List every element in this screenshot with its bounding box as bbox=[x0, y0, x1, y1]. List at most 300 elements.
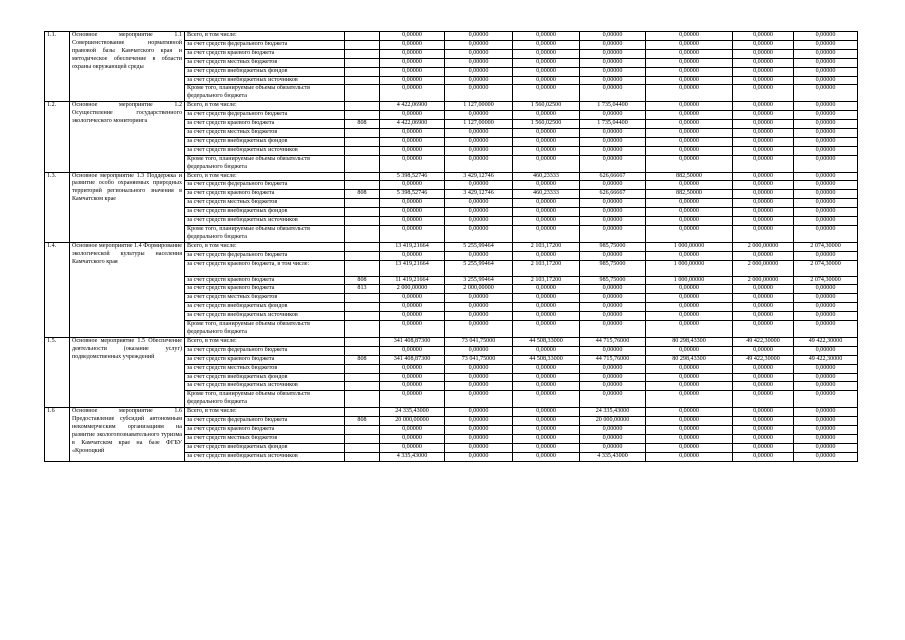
budget-code bbox=[345, 217, 380, 226]
year-amount: 0,00000 bbox=[646, 382, 733, 391]
table-row bbox=[45, 408, 858, 417]
year-amount: 0,00000 bbox=[733, 452, 794, 461]
budget-code bbox=[345, 391, 380, 408]
year-amount: 0,00000 bbox=[513, 225, 580, 242]
year-amount: 5 255,99464 bbox=[445, 242, 513, 251]
activity-number: 1.1. bbox=[45, 32, 70, 102]
funding-source: за счет средств федерального бюджета bbox=[185, 346, 345, 355]
funding-source: за счет средств краевого бюджета, в том числе: bbox=[185, 260, 345, 276]
year-amount: 0,00000 bbox=[513, 67, 580, 76]
funding-source: Всего, в том числе: bbox=[185, 337, 345, 346]
year-amount: 1 735,04400 bbox=[580, 120, 646, 129]
year-amount: 49 422,30000 bbox=[733, 337, 794, 346]
year-amount: 73 041,75000 bbox=[445, 337, 513, 346]
year-amount: 1 560,02500 bbox=[513, 120, 580, 129]
year-amount: 0,00000 bbox=[646, 217, 733, 226]
year-amount: 0,00000 bbox=[733, 67, 794, 76]
activity-title: Основное мероприятие 1.3 Поддержка и развитие особо охраняемых природных территорий регионального значения в Камчатском крае bbox=[70, 172, 185, 242]
year-amount: 0,00000 bbox=[513, 408, 580, 417]
funding-source: за счет средств внебюджетных фондов bbox=[185, 303, 345, 312]
year-amount: 0,00000 bbox=[794, 408, 858, 417]
budget-code bbox=[345, 181, 380, 190]
year-amount: 0,00000 bbox=[580, 382, 646, 391]
year-amount: 24 335,43000 bbox=[580, 408, 646, 417]
year-amount: 0,00000 bbox=[794, 346, 858, 355]
year-amount: 0,00000 bbox=[580, 85, 646, 102]
budget-code: 813 bbox=[345, 285, 380, 294]
year-amount: 460,23333 bbox=[513, 172, 580, 181]
total-amount: 341 408,87300 bbox=[380, 355, 445, 364]
year-amount: 0,00000 bbox=[445, 137, 513, 146]
year-amount: 0,00000 bbox=[733, 190, 794, 199]
year-amount: 0,00000 bbox=[733, 391, 794, 408]
budget-code bbox=[345, 155, 380, 172]
budget-code bbox=[345, 76, 380, 85]
year-amount: 0,00000 bbox=[733, 146, 794, 155]
total-amount: 0,00000 bbox=[380, 181, 445, 190]
year-amount: 0,00000 bbox=[733, 172, 794, 181]
year-amount: 1 000,00000 bbox=[646, 242, 733, 251]
year-amount: 0,00000 bbox=[445, 155, 513, 172]
budget-code bbox=[345, 128, 380, 137]
year-amount: 0,00000 bbox=[646, 373, 733, 382]
year-amount: 49 422,30000 bbox=[794, 337, 858, 346]
year-amount: 0,00000 bbox=[733, 382, 794, 391]
year-amount: 0,00000 bbox=[445, 373, 513, 382]
funding-source: Кроме того, планируемые объемы обязательств федерального бюджета bbox=[185, 225, 345, 242]
total-amount: 0,00000 bbox=[380, 303, 445, 312]
total-amount: 0,00000 bbox=[380, 373, 445, 382]
total-amount: 5 398,52746 bbox=[380, 190, 445, 199]
year-amount: 0,00000 bbox=[794, 199, 858, 208]
year-amount: 0,00000 bbox=[794, 85, 858, 102]
total-amount: 0,00000 bbox=[380, 364, 445, 373]
year-amount: 0,00000 bbox=[646, 49, 733, 58]
year-amount: 0,00000 bbox=[445, 181, 513, 190]
year-amount: 0,00000 bbox=[646, 67, 733, 76]
year-amount: 0,00000 bbox=[445, 417, 513, 426]
total-amount: 0,00000 bbox=[380, 58, 445, 67]
year-amount: 0,00000 bbox=[580, 181, 646, 190]
table-row bbox=[45, 337, 858, 346]
table-row bbox=[45, 32, 858, 41]
year-amount: 0,00000 bbox=[580, 146, 646, 155]
year-amount: 0,00000 bbox=[445, 217, 513, 226]
activity-number: 1.3. bbox=[45, 172, 70, 242]
year-amount: 80 298,43300 bbox=[646, 337, 733, 346]
funding-source: за счет средств краевого бюджета bbox=[185, 355, 345, 364]
funding-source: за счет средств местных бюджетов bbox=[185, 364, 345, 373]
year-amount: 0,00000 bbox=[513, 321, 580, 338]
year-amount: 0,00000 bbox=[733, 285, 794, 294]
year-amount: 0,00000 bbox=[646, 434, 733, 443]
year-amount: 0,00000 bbox=[445, 434, 513, 443]
year-amount: 0,00000 bbox=[580, 391, 646, 408]
total-amount: 13 419,21664 bbox=[380, 260, 445, 276]
year-amount: 0,00000 bbox=[646, 425, 733, 434]
funding-source: за счет средств краевого бюджета bbox=[185, 190, 345, 199]
budget-code bbox=[345, 260, 380, 276]
year-amount: 0,00000 bbox=[733, 425, 794, 434]
year-amount: 0,00000 bbox=[646, 225, 733, 242]
year-amount: 0,00000 bbox=[580, 321, 646, 338]
funding-source: за счет средств федерального бюджета bbox=[185, 111, 345, 120]
year-amount: 0,00000 bbox=[646, 391, 733, 408]
year-amount: 0,00000 bbox=[580, 434, 646, 443]
year-amount: 0,00000 bbox=[445, 111, 513, 120]
funding-source: за счет средств внебюджетных источников bbox=[185, 312, 345, 321]
year-amount: 0,00000 bbox=[513, 155, 580, 172]
year-amount: 0,00000 bbox=[733, 111, 794, 120]
total-amount: 4 335,43000 bbox=[380, 452, 445, 461]
year-amount: 0,00000 bbox=[794, 364, 858, 373]
total-amount: 20 000,00000 bbox=[380, 417, 445, 426]
year-amount: 0,00000 bbox=[794, 181, 858, 190]
year-amount: 0,00000 bbox=[580, 312, 646, 321]
year-amount: 0,00000 bbox=[646, 312, 733, 321]
funding-source: за счет средств федерального бюджета bbox=[185, 417, 345, 426]
year-amount: 2 074,30000 bbox=[794, 276, 858, 285]
year-amount: 0,00000 bbox=[794, 373, 858, 382]
year-amount: 2 074,30000 bbox=[794, 242, 858, 251]
year-amount: 0,00000 bbox=[646, 40, 733, 49]
year-amount: 0,00000 bbox=[733, 364, 794, 373]
funding-source: за счет средств краевого бюджета bbox=[185, 285, 345, 294]
year-amount: 2 000,00000 bbox=[733, 276, 794, 285]
year-amount: 0,00000 bbox=[646, 120, 733, 129]
year-amount: 0,00000 bbox=[646, 303, 733, 312]
funding-source: за счет средств внебюджетных источников bbox=[185, 382, 345, 391]
year-amount: 0,00000 bbox=[445, 146, 513, 155]
year-amount: 44 715,76000 bbox=[580, 355, 646, 364]
year-amount: 0,00000 bbox=[445, 58, 513, 67]
year-amount: 0,00000 bbox=[513, 346, 580, 355]
total-amount: 5 398,52746 bbox=[380, 172, 445, 181]
total-amount: 0,00000 bbox=[380, 208, 445, 217]
year-amount: 0,00000 bbox=[794, 443, 858, 452]
total-amount: 0,00000 bbox=[380, 425, 445, 434]
year-amount: 626,66667 bbox=[580, 190, 646, 199]
budget-code bbox=[345, 102, 380, 111]
year-amount: 0,00000 bbox=[445, 425, 513, 434]
total-amount: 0,00000 bbox=[380, 294, 445, 303]
budget-code bbox=[345, 58, 380, 67]
total-amount: 24 335,43000 bbox=[380, 408, 445, 417]
year-amount: 882,50000 bbox=[646, 172, 733, 181]
year-amount: 0,00000 bbox=[733, 181, 794, 190]
funding-source: за счет средств внебюджетных источников bbox=[185, 452, 345, 461]
total-amount: 0,00000 bbox=[380, 321, 445, 338]
year-amount: 0,00000 bbox=[733, 443, 794, 452]
year-amount: 2 103,17200 bbox=[513, 276, 580, 285]
year-amount: 0,00000 bbox=[794, 155, 858, 172]
year-amount: 0,00000 bbox=[646, 58, 733, 67]
year-amount: 0,00000 bbox=[646, 155, 733, 172]
year-amount: 0,00000 bbox=[733, 85, 794, 102]
budget-code bbox=[345, 146, 380, 155]
year-amount: 5 255,99464 bbox=[445, 260, 513, 276]
total-amount: 0,00000 bbox=[380, 137, 445, 146]
funding-source: за счет средств внебюджетных фондов bbox=[185, 137, 345, 146]
year-amount: 0,00000 bbox=[646, 251, 733, 260]
year-amount: 0,00000 bbox=[445, 346, 513, 355]
year-amount: 44 508,33000 bbox=[513, 355, 580, 364]
year-amount: 0,00000 bbox=[794, 208, 858, 217]
year-amount: 2 000,00000 bbox=[445, 285, 513, 294]
funding-source: за счет средств местных бюджетов bbox=[185, 128, 345, 137]
year-amount: 0,00000 bbox=[580, 32, 646, 41]
budget-code bbox=[345, 373, 380, 382]
budget-code bbox=[345, 242, 380, 251]
year-amount: 0,00000 bbox=[646, 128, 733, 137]
year-amount: 0,00000 bbox=[580, 208, 646, 217]
year-amount: 0,00000 bbox=[513, 452, 580, 461]
year-amount: 2 000,00000 bbox=[733, 242, 794, 251]
funding-source: за счет средств краевого бюджета bbox=[185, 276, 345, 285]
year-amount: 0,00000 bbox=[513, 128, 580, 137]
year-amount: 0,00000 bbox=[580, 155, 646, 172]
funding-source: Всего, в том числе: bbox=[185, 408, 345, 417]
year-amount: 0,00000 bbox=[580, 128, 646, 137]
total-amount: 0,00000 bbox=[380, 67, 445, 76]
funding-source: за счет средств местных бюджетов bbox=[185, 294, 345, 303]
year-amount: 3 255,99464 bbox=[445, 276, 513, 285]
year-amount: 0,00000 bbox=[580, 303, 646, 312]
budget-code bbox=[345, 346, 380, 355]
year-amount: 0,00000 bbox=[794, 251, 858, 260]
year-amount: 2 103,17200 bbox=[513, 242, 580, 251]
year-amount: 0,00000 bbox=[646, 364, 733, 373]
year-amount: 0,00000 bbox=[513, 443, 580, 452]
budget-code bbox=[345, 382, 380, 391]
year-amount: 1 000,00000 bbox=[646, 260, 733, 276]
year-amount: 3 429,12746 bbox=[445, 172, 513, 181]
budget-code bbox=[345, 321, 380, 338]
year-amount: 4 335,43000 bbox=[580, 452, 646, 461]
year-amount: 1 000,00000 bbox=[646, 276, 733, 285]
year-amount: 0,00000 bbox=[733, 408, 794, 417]
funding-source: за счет средств внебюджетных источников bbox=[185, 76, 345, 85]
total-amount: 0,00000 bbox=[380, 128, 445, 137]
year-amount: 0,00000 bbox=[733, 120, 794, 129]
year-amount: 0,00000 bbox=[733, 102, 794, 111]
year-amount: 0,00000 bbox=[445, 443, 513, 452]
year-amount: 0,00000 bbox=[794, 102, 858, 111]
year-amount: 882,50000 bbox=[646, 190, 733, 199]
year-amount: 0,00000 bbox=[513, 137, 580, 146]
budget-code bbox=[345, 49, 380, 58]
year-amount: 1 127,00000 bbox=[445, 120, 513, 129]
year-amount: 0,00000 bbox=[646, 111, 733, 120]
budget-code bbox=[345, 172, 380, 181]
year-amount: 0,00000 bbox=[733, 312, 794, 321]
total-amount: 11 419,21664 bbox=[380, 276, 445, 285]
year-amount: 0,00000 bbox=[646, 285, 733, 294]
year-amount: 0,00000 bbox=[794, 312, 858, 321]
year-amount: 0,00000 bbox=[646, 208, 733, 217]
year-amount: 80 298,43300 bbox=[646, 355, 733, 364]
year-amount: 0,00000 bbox=[445, 452, 513, 461]
year-amount: 0,00000 bbox=[646, 443, 733, 452]
year-amount: 0,00000 bbox=[733, 40, 794, 49]
activity-title: Основное мероприятие 1.2 Осуществление государственного экологического мониторинга bbox=[70, 102, 185, 172]
funding-source: за счет средств внебюджетных источников bbox=[185, 146, 345, 155]
total-amount: 0,00000 bbox=[380, 85, 445, 102]
year-amount: 0,00000 bbox=[733, 128, 794, 137]
budget-code bbox=[345, 199, 380, 208]
year-amount: 0,00000 bbox=[794, 425, 858, 434]
year-amount: 0,00000 bbox=[513, 208, 580, 217]
year-amount: 0,00000 bbox=[794, 217, 858, 226]
year-amount: 0,00000 bbox=[445, 391, 513, 408]
year-amount: 0,00000 bbox=[794, 225, 858, 242]
total-amount: 4 422,06900 bbox=[380, 102, 445, 111]
year-amount: 0,00000 bbox=[580, 285, 646, 294]
year-amount: 3 429,12746 bbox=[445, 190, 513, 199]
funding-source: за счет средств внебюджетных фондов bbox=[185, 373, 345, 382]
year-amount: 2 000,00000 bbox=[733, 260, 794, 276]
total-amount: 0,00000 bbox=[380, 251, 445, 260]
budget-code: 808 bbox=[345, 120, 380, 129]
year-amount: 0,00000 bbox=[513, 251, 580, 260]
year-amount: 0,00000 bbox=[646, 199, 733, 208]
year-amount: 0,00000 bbox=[646, 346, 733, 355]
total-amount: 341 408,87300 bbox=[380, 337, 445, 346]
year-amount: 0,00000 bbox=[794, 382, 858, 391]
year-amount: 0,00000 bbox=[580, 364, 646, 373]
funding-source: за счет средств федерального бюджета bbox=[185, 181, 345, 190]
year-amount: 0,00000 bbox=[513, 76, 580, 85]
year-amount: 0,00000 bbox=[646, 181, 733, 190]
year-amount: 0,00000 bbox=[646, 102, 733, 111]
budget-code bbox=[345, 208, 380, 217]
funding-source: за счет средств внебюджетных фондов bbox=[185, 208, 345, 217]
budget-code bbox=[345, 40, 380, 49]
activity-number: 1.2. bbox=[45, 102, 70, 172]
budget-code bbox=[345, 303, 380, 312]
year-amount: 0,00000 bbox=[445, 128, 513, 137]
year-amount: 0,00000 bbox=[580, 58, 646, 67]
total-amount: 13 419,21664 bbox=[380, 242, 445, 251]
year-amount: 0,00000 bbox=[794, 146, 858, 155]
year-amount: 0,00000 bbox=[580, 294, 646, 303]
budget-code bbox=[345, 294, 380, 303]
year-amount: 0,00000 bbox=[646, 408, 733, 417]
budget-code bbox=[345, 337, 380, 346]
year-amount: 0,00000 bbox=[580, 67, 646, 76]
year-amount: 0,00000 bbox=[794, 294, 858, 303]
total-amount: 0,00000 bbox=[380, 443, 445, 452]
year-amount: 0,00000 bbox=[513, 146, 580, 155]
year-amount: 0,00000 bbox=[733, 49, 794, 58]
year-amount: 0,00000 bbox=[580, 373, 646, 382]
year-amount: 0,00000 bbox=[445, 321, 513, 338]
funding-source: за счет средств внебюджетных фондов bbox=[185, 67, 345, 76]
year-amount: 0,00000 bbox=[580, 76, 646, 85]
total-amount: 0,00000 bbox=[380, 225, 445, 242]
budget-table-body bbox=[45, 32, 858, 462]
funding-source: за счет средств внебюджетных источников bbox=[185, 217, 345, 226]
year-amount: 0,00000 bbox=[733, 321, 794, 338]
activity-number: 1.6 bbox=[45, 408, 70, 461]
year-amount: 1 560,02500 bbox=[513, 102, 580, 111]
year-amount: 0,00000 bbox=[580, 217, 646, 226]
activity-title: Основное мероприятие 1.1 Совершенствование нормативной правовой базы Камчатского края и методическое обеспечение в области охраны окружающей среды bbox=[70, 32, 185, 102]
funding-source: за счет средств внебюджетных фондов bbox=[185, 443, 345, 452]
budget-code bbox=[345, 137, 380, 146]
year-amount: 0,00000 bbox=[733, 137, 794, 146]
year-amount: 0,00000 bbox=[794, 128, 858, 137]
total-amount: 0,00000 bbox=[380, 199, 445, 208]
funding-source: за счет средств краевого бюджета bbox=[185, 49, 345, 58]
year-amount: 0,00000 bbox=[445, 312, 513, 321]
year-amount: 0,00000 bbox=[513, 285, 580, 294]
year-amount: 0,00000 bbox=[445, 76, 513, 85]
budget-code bbox=[345, 364, 380, 373]
year-amount: 44 715,76000 bbox=[580, 337, 646, 346]
year-amount: 0,00000 bbox=[733, 76, 794, 85]
budget-code bbox=[345, 425, 380, 434]
funding-source: за счет средств местных бюджетов bbox=[185, 199, 345, 208]
year-amount: 0,00000 bbox=[445, 225, 513, 242]
year-amount: 0,00000 bbox=[513, 382, 580, 391]
activity-title: Основное мероприятие 1.4 Формирование экологической культуры населения Камчатского края bbox=[70, 242, 185, 337]
year-amount: 0,00000 bbox=[580, 225, 646, 242]
year-amount: 0,00000 bbox=[513, 364, 580, 373]
year-amount: 985,75000 bbox=[580, 242, 646, 251]
total-amount: 0,00000 bbox=[380, 146, 445, 155]
year-amount: 0,00000 bbox=[513, 32, 580, 41]
year-amount: 0,00000 bbox=[513, 199, 580, 208]
year-amount: 985,75000 bbox=[580, 260, 646, 276]
total-amount: 0,00000 bbox=[380, 32, 445, 41]
year-amount: 0,00000 bbox=[445, 85, 513, 102]
budget-code bbox=[345, 452, 380, 461]
year-amount: 49 422,30000 bbox=[733, 355, 794, 364]
year-amount: 0,00000 bbox=[794, 417, 858, 426]
year-amount: 0,00000 bbox=[513, 303, 580, 312]
activity-number: 1.5. bbox=[45, 337, 70, 407]
year-amount: 0,00000 bbox=[794, 190, 858, 199]
year-amount: 0,00000 bbox=[580, 443, 646, 452]
total-amount: 0,00000 bbox=[380, 49, 445, 58]
year-amount: 0,00000 bbox=[513, 49, 580, 58]
year-amount: 0,00000 bbox=[733, 294, 794, 303]
total-amount: 0,00000 bbox=[380, 382, 445, 391]
year-amount: 985,75000 bbox=[580, 276, 646, 285]
year-amount: 0,00000 bbox=[445, 67, 513, 76]
budget-code bbox=[345, 111, 380, 120]
year-amount: 0,00000 bbox=[445, 294, 513, 303]
year-amount: 0,00000 bbox=[733, 58, 794, 67]
year-amount: 0,00000 bbox=[794, 434, 858, 443]
year-amount: 0,00000 bbox=[794, 285, 858, 294]
year-amount: 0,00000 bbox=[445, 199, 513, 208]
year-amount: 0,00000 bbox=[646, 76, 733, 85]
year-amount: 0,00000 bbox=[580, 346, 646, 355]
funding-source: Всего, в том числе: bbox=[185, 102, 345, 111]
year-amount: 0,00000 bbox=[733, 32, 794, 41]
budget-code bbox=[345, 251, 380, 260]
funding-source: Всего, в том числе: bbox=[185, 172, 345, 181]
total-amount: 2 000,00000 bbox=[380, 285, 445, 294]
year-amount: 0,00000 bbox=[445, 49, 513, 58]
year-amount: 626,66667 bbox=[580, 172, 646, 181]
year-amount: 0,00000 bbox=[445, 364, 513, 373]
budget-code bbox=[345, 225, 380, 242]
funding-source: за счет средств краевого бюджета bbox=[185, 425, 345, 434]
year-amount: 0,00000 bbox=[646, 137, 733, 146]
